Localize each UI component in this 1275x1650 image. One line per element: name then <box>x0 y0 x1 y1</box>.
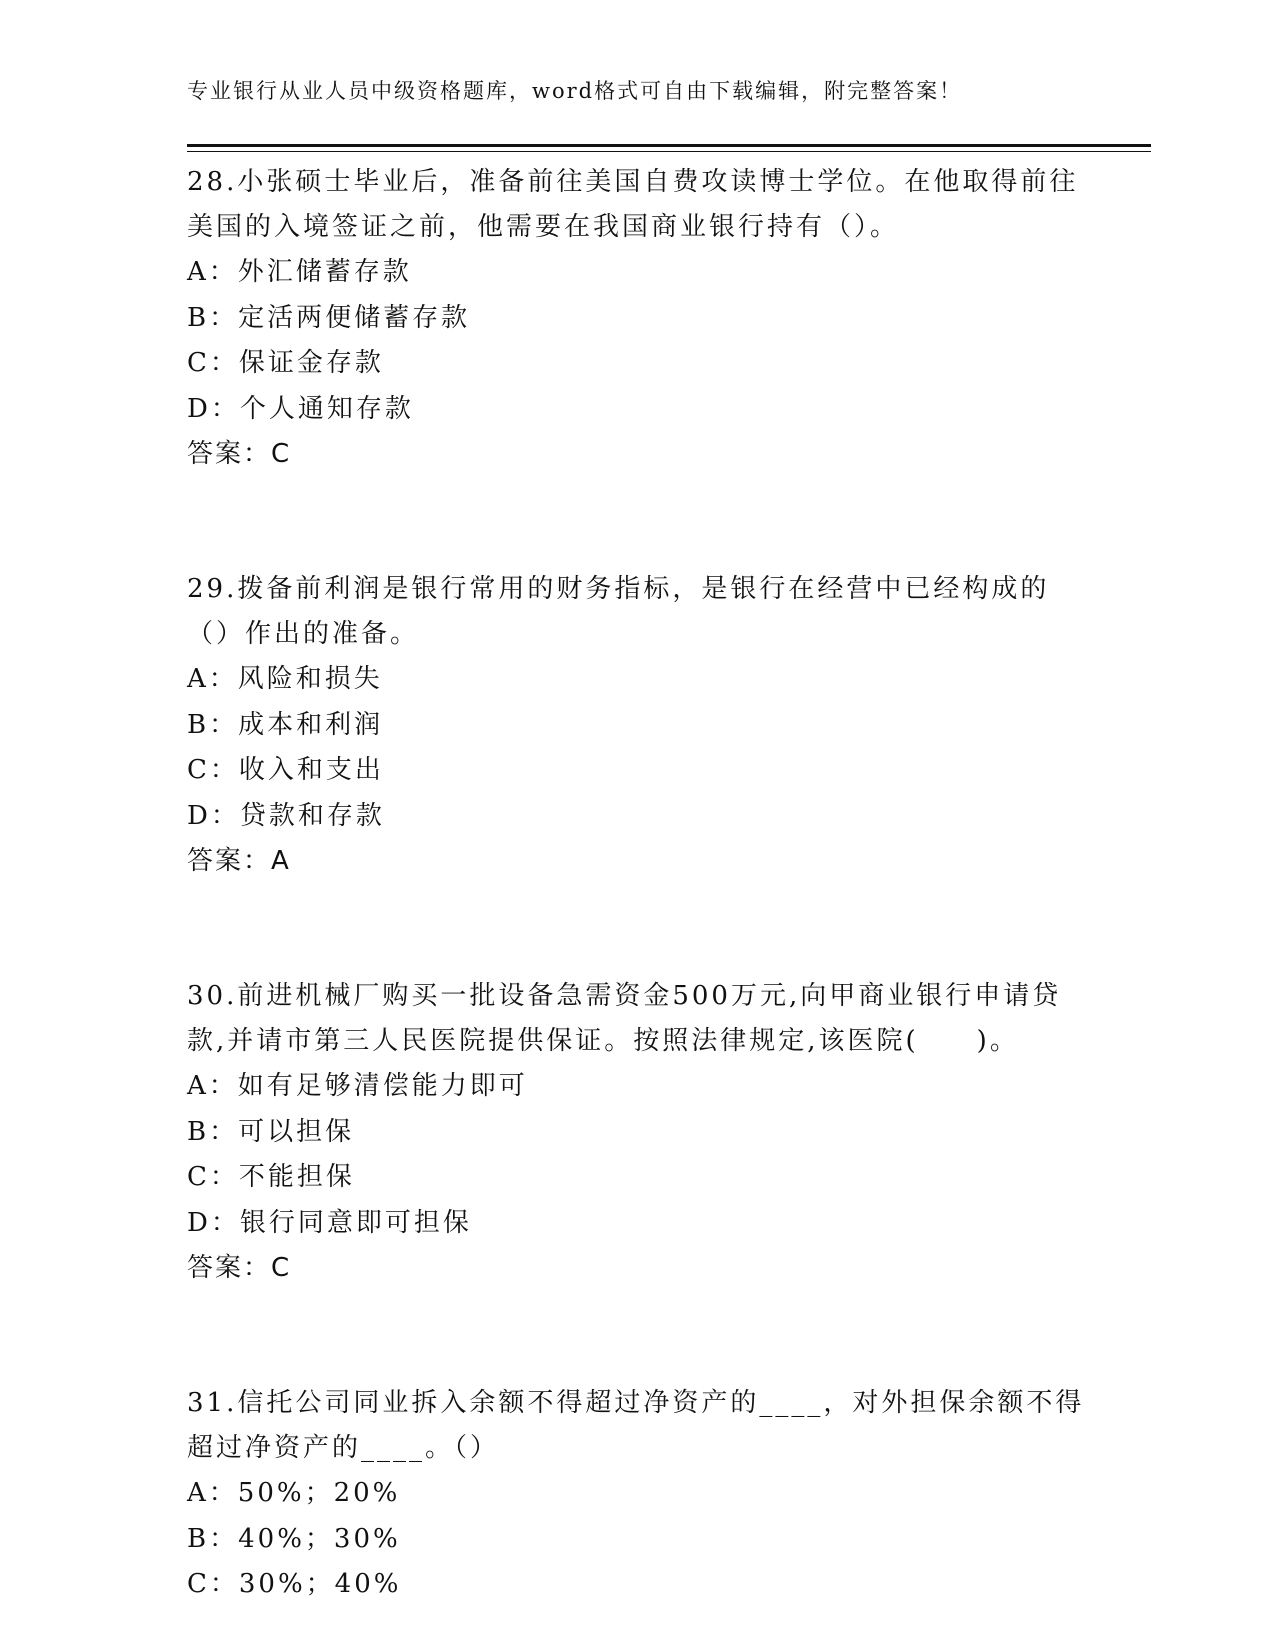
question-list <box>187 160 1087 1608</box>
header-rule-thick <box>187 144 1151 147</box>
option-c: C：收入和支出 <box>187 755 384 785</box>
option-a: A：如有足够清偿能力即可 <box>187 1071 528 1101</box>
option-d: D：银行同意即可担保 <box>187 1207 472 1238</box>
option-d: D：个人通知存款 <box>187 393 414 424</box>
page-header: 专业银行从业人员中级资格题库，word格式可自由下载编辑，附完整答案！ <box>187 79 963 103</box>
question-stem: 28.小张硕士毕业后，准备前往美国自费攻读博士学位。在他取得前往美国的入境签证之前，他需要在我国商业银行持有（）。 <box>187 167 1079 242</box>
option-a: A：50%；20% <box>187 1478 401 1508</box>
option-b: B：成本和利润 <box>187 709 384 740</box>
header-rule-thin <box>187 151 1151 152</box>
option-b: B：40%；30% <box>187 1523 401 1554</box>
option-b: B：定活两便储蓄存款 <box>187 302 471 333</box>
question-29 <box>187 567 1087 884</box>
question-31 <box>187 1381 1087 1608</box>
question-28 <box>187 160 1087 477</box>
answer: 答案：C <box>187 439 292 469</box>
option-c: C：保证金存款 <box>187 348 384 378</box>
answer: 答案：A <box>187 846 291 876</box>
question-stem: 30.前进机械厂购买一批设备急需资金500万元,向甲商业银行申请贷款,并请市第三人民医院提供保证。按照法律规定,该医院( )。 <box>187 981 1062 1056</box>
option-c: C：30%；40% <box>187 1569 402 1599</box>
option-c: C：不能担保 <box>187 1162 355 1192</box>
option-a: A：风险和损失 <box>187 664 383 694</box>
option-a: A：外汇储蓄存款 <box>187 257 412 287</box>
option-d: D：贷款和存款 <box>187 800 385 831</box>
question-stem: 31.信托公司同业拆入余额不得超过净资产的____，对外担保余额不得超过净资产的____。（） <box>187 1388 1085 1463</box>
question-stem: 29.拨备前利润是银行常用的财务指标，是银行在经营中已经构成的（）作出的准备。 <box>187 574 1050 649</box>
answer: 答案：C <box>187 1253 292 1283</box>
option-b: B：可以担保 <box>187 1116 355 1147</box>
question-30 <box>187 974 1087 1291</box>
